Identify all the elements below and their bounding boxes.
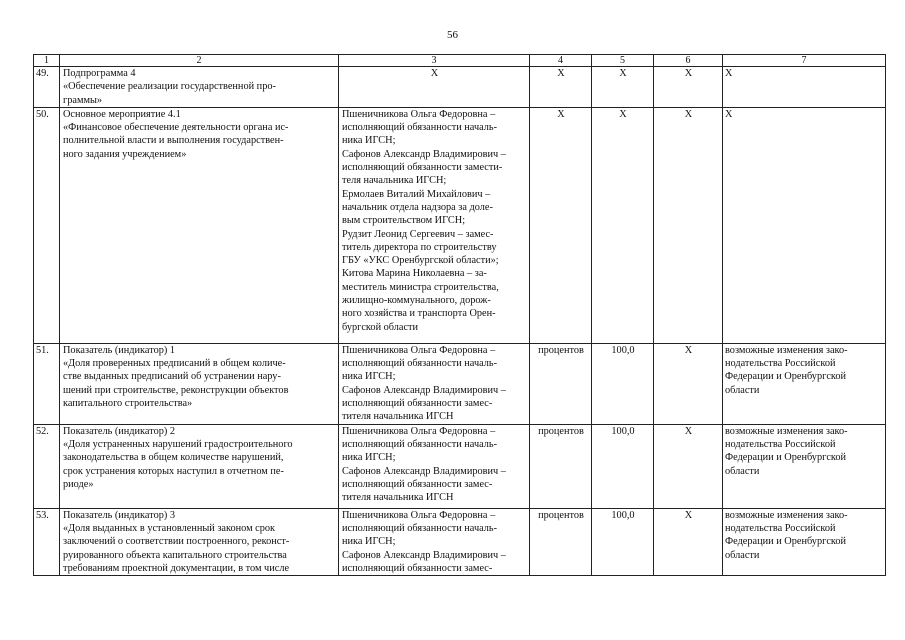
- responsible-cell-line: ника ИГСН;: [342, 371, 396, 383]
- name-cell-line: граммы»: [63, 94, 103, 106]
- responsible-cell-line: меститель министра строительства,: [342, 281, 499, 293]
- note-cell: [723, 343, 886, 424]
- name-cell-line: «Доля проверенных предписаний в общем количе-: [63, 358, 286, 370]
- responsible-cell: [339, 67, 530, 108]
- responsible-cell-line: титель директора по строительству: [342, 241, 497, 253]
- note-cell-line: Х: [725, 108, 733, 120]
- table-row: [34, 67, 886, 108]
- note-cell: [723, 67, 886, 108]
- header-cell: 5: [592, 55, 654, 67]
- note-cell-line: Федерации и Оренбургской: [725, 452, 847, 464]
- table-row: [34, 107, 886, 343]
- row-number-cell: 49.: [34, 67, 60, 108]
- row-number-cell: 53.: [34, 508, 60, 575]
- col6-cell: Х: [654, 67, 723, 108]
- note-cell: [723, 424, 886, 508]
- name-cell-line: капитального строительства»: [63, 398, 193, 410]
- responsible-cell-line: Ермолаев Виталий Михайлович –: [342, 188, 491, 200]
- responsible-cell-line: бургской области: [342, 321, 419, 333]
- responsible-cell-line: Сафонов Александр Владимирович –: [342, 549, 506, 561]
- table-row: [34, 424, 886, 508]
- header-cell: 4: [530, 55, 592, 67]
- name-cell-line: руированного объекта капитального строительства: [63, 549, 287, 561]
- table-row: [34, 508, 886, 575]
- program-table: [33, 54, 886, 576]
- responsible-cell-line: исполняющий обязанности началь-: [342, 358, 498, 370]
- responsible-cell-line: исполняющий обязанности началь-: [342, 523, 498, 535]
- responsible-cell-line: ГБУ «УКС Оренбургской области»;: [342, 255, 499, 267]
- name-cell-line: «Финансовое обеспечение деятельности органа ис-: [63, 122, 289, 134]
- responsible-cell-line: Пшеничникова Ольга Федоровна –: [342, 344, 496, 356]
- responsible-cell-line: тителя начальника ИГСН: [342, 492, 454, 504]
- header-row: [34, 55, 886, 67]
- name-cell-line: «Доля выданных в установленный законом срок: [63, 523, 276, 535]
- name-cell: [60, 424, 339, 508]
- responsible-cell-line: начальник отдела надзора за доле-: [342, 201, 493, 213]
- name-cell-line: «Доля устраненных нарушений градостроительного: [63, 439, 293, 451]
- name-cell: [60, 107, 339, 343]
- responsible-cell-line: Пшеничникова Ольга Федоровна –: [342, 509, 496, 521]
- value-cell: 100,0: [592, 343, 654, 424]
- header-cell: 3: [339, 55, 530, 67]
- col6-cell: Х: [654, 424, 723, 508]
- responsible-cell-line: ника ИГСН;: [342, 135, 396, 147]
- table-row: [34, 343, 886, 424]
- name-cell-line: Показатель (индикатор) 2: [63, 425, 176, 437]
- name-cell-line: Показатель (индикатор) 3: [63, 509, 176, 521]
- value-cell: 100,0: [592, 508, 654, 575]
- responsible-cell-line: исполняющий обязанности замес-: [342, 398, 493, 410]
- note-cell-line: области: [725, 465, 760, 477]
- responsible-cell-line: теля начальника ИГСН;: [342, 175, 447, 187]
- unit-cell: процентов: [530, 343, 592, 424]
- responsible-cell-line: ника ИГСН;: [342, 536, 396, 548]
- note-cell-line: возможные изменения зако-: [725, 425, 848, 437]
- value-cell: 100,0: [592, 424, 654, 508]
- responsible-cell-line: Сафонов Александр Владимирович –: [342, 148, 506, 160]
- row-number-cell: 51.: [34, 343, 60, 424]
- responsible-cell-line: Китова Марина Николаевна – за-: [342, 268, 487, 280]
- note-cell-line: Федерации и Оренбургской: [725, 371, 847, 383]
- responsible-cell-line: вым строительством ИГСН;: [342, 215, 466, 227]
- responsible-cell: [339, 343, 530, 424]
- header-cell: 2: [60, 55, 339, 67]
- name-cell-line: законодательства в общем количестве нарушений,: [63, 452, 284, 464]
- note-cell-line: области: [725, 549, 760, 561]
- name-cell-line: срок устранения которых наступил в отчетном пе-: [63, 465, 284, 477]
- responsible-cell-line: Сафонов Александр Владимирович –: [342, 465, 506, 477]
- responsible-cell-line: ника ИГСН;: [342, 452, 396, 464]
- responsible-cell-line: Рудзит Леонид Сергеевич – замес-: [342, 228, 494, 240]
- name-cell-line: Показатель (индикатор) 1: [63, 344, 176, 356]
- name-cell: [60, 343, 339, 424]
- unit-cell: процентов: [530, 424, 592, 508]
- responsible-cell-line: Пшеничникова Ольга Федоровна –: [342, 108, 496, 120]
- unit-cell: Х: [530, 107, 592, 343]
- header-cell: 6: [654, 55, 723, 67]
- responsible-cell-line: исполняющий обязанности началь-: [342, 122, 498, 134]
- responsible-cell-line: Пшеничникова Ольга Федоровна –: [342, 425, 496, 437]
- responsible-cell-line: исполняющий обязанности замес-: [342, 479, 493, 491]
- responsible-cell-line: исполняющий обязанности замес-: [342, 563, 493, 575]
- page-number: 56: [447, 29, 458, 41]
- header-cell: 1: [34, 55, 60, 67]
- col6-cell: Х: [654, 508, 723, 575]
- name-cell-line: полнительной власти и выполнения государствен-: [63, 135, 284, 147]
- col6-cell: Х: [654, 107, 723, 343]
- unit-cell: Х: [530, 67, 592, 108]
- responsible-cell-line: тителя начальника ИГСН: [342, 411, 454, 423]
- name-cell-line: заключений о соответствии построенного, реконст-: [63, 536, 290, 548]
- responsible-cell-line: исполняющий обязанности замести-: [342, 162, 503, 174]
- name-cell-line: Основное мероприятие 4.1: [63, 108, 181, 120]
- note-cell-line: нодательства Российской: [725, 523, 836, 535]
- name-cell-line: ного задания учреждением»: [63, 148, 187, 160]
- name-cell-line: стве выданных предписаний об устранении нару-: [63, 371, 281, 383]
- responsible-cell-line: Сафонов Александр Владимирович –: [342, 384, 506, 396]
- note-cell-line: Федерации и Оренбургской: [725, 536, 847, 548]
- col6-cell: Х: [654, 343, 723, 424]
- responsible-cell-line: жилищно-коммунального, дорож-: [342, 295, 491, 307]
- name-cell-line: требованиям проектной документации, в том числе: [63, 563, 290, 575]
- note-cell-line: возможные изменения зако-: [725, 509, 848, 521]
- unit-cell: процентов: [530, 508, 592, 575]
- note-cell-line: нодательства Российской: [725, 358, 836, 370]
- responsible-cell-line: исполняющий обязанности началь-: [342, 439, 498, 451]
- name-cell-line: шений при строительстве, реконструкции объектов: [63, 384, 289, 396]
- responsible-cell-line: Х: [430, 68, 439, 79]
- row-number-cell: 50.: [34, 107, 60, 343]
- name-cell-line: риоде»: [63, 479, 94, 491]
- responsible-cell: [339, 107, 530, 343]
- note-cell: [723, 508, 886, 575]
- responsible-cell: [339, 508, 530, 575]
- name-cell-line: «Обеспечение реализации государственной про-: [63, 81, 276, 93]
- responsible-cell-line: ного хозяйства и транспорта Орен-: [342, 308, 496, 320]
- note-cell-line: возможные изменения зако-: [725, 344, 848, 356]
- value-cell: Х: [592, 67, 654, 108]
- value-cell: Х: [592, 107, 654, 343]
- note-cell-line: Х: [725, 68, 733, 79]
- row-number-cell: 52.: [34, 424, 60, 508]
- note-cell: [723, 107, 886, 343]
- note-cell-line: области: [725, 384, 760, 396]
- responsible-cell: [339, 424, 530, 508]
- name-cell: [60, 67, 339, 108]
- name-cell-line: Подпрограмма 4: [63, 68, 136, 79]
- note-cell-line: нодательства Российской: [725, 439, 836, 451]
- name-cell: [60, 508, 339, 575]
- header-cell: 7: [723, 55, 886, 67]
